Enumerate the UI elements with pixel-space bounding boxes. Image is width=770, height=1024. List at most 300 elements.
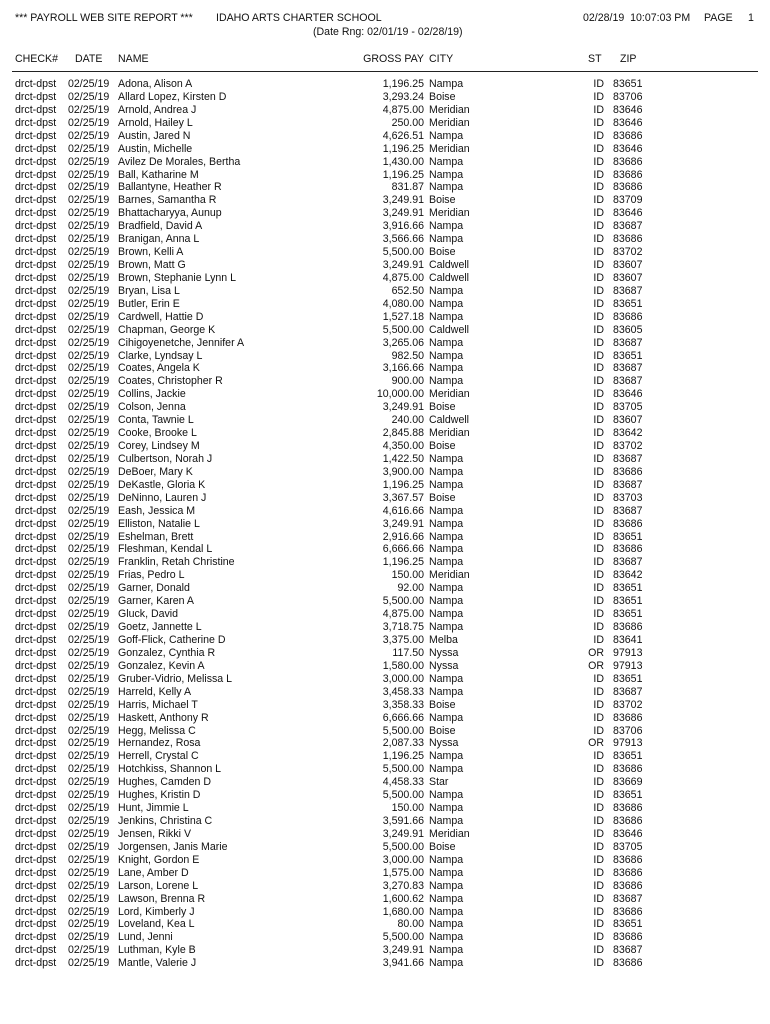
table-row (0, 918, 770, 931)
row-check: drct-dpst (15, 724, 57, 737)
row-state: ID (593, 866, 604, 879)
row-state: ID (593, 517, 604, 530)
row-city: Nampa (429, 879, 464, 892)
row-gross-pay: 4,626.51 (382, 129, 424, 142)
row-check: drct-dpst (15, 905, 57, 918)
row-check: drct-dpst (15, 543, 57, 556)
row-date: 02/25/19 (68, 879, 110, 892)
row-gross-pay: 3,000.00 (382, 853, 424, 866)
row-zip: 83651 (613, 918, 643, 931)
table-row (0, 518, 770, 531)
table-row (0, 867, 770, 880)
table-row (0, 220, 770, 233)
table-row (0, 931, 770, 944)
column-header-check: CHECK# (15, 53, 58, 65)
row-city: Nampa (429, 595, 464, 608)
row-date: 02/25/19 (68, 827, 110, 840)
row-zip: 97913 (613, 646, 643, 659)
row-gross-pay: 1,196.25 (382, 750, 424, 763)
table-row (0, 634, 770, 647)
row-check: drct-dpst (15, 957, 57, 970)
table-row (0, 337, 770, 350)
table-row (0, 401, 770, 414)
row-city: Meridian (429, 388, 470, 401)
row-city: Caldwell (429, 323, 470, 336)
row-name: Austin, Jared N (118, 129, 191, 142)
row-name: Jensen, Rikki V (118, 827, 192, 840)
row-check: drct-dpst (15, 802, 57, 815)
row-name: Barnes, Samantha R (118, 194, 217, 207)
row-city: Boise (429, 194, 456, 207)
row-name: Garner, Donald (118, 582, 190, 595)
row-check: drct-dpst (15, 465, 57, 478)
row-zip: 83651 (613, 672, 643, 685)
row-zip: 83686 (613, 879, 643, 892)
row-check: drct-dpst (15, 336, 57, 349)
row-zip: 83687 (613, 944, 643, 957)
row-name: Bradfield, David A (118, 220, 203, 233)
table-row (0, 673, 770, 686)
row-check: drct-dpst (15, 853, 57, 866)
row-gross-pay: 652.50 (391, 284, 424, 297)
row-zip: 83669 (613, 776, 643, 789)
row-zip: 83686 (613, 763, 643, 776)
row-city: Nampa (429, 608, 464, 621)
row-date: 02/25/19 (68, 362, 110, 375)
row-check: drct-dpst (15, 129, 57, 142)
row-check: drct-dpst (15, 401, 57, 414)
row-date: 02/25/19 (68, 155, 110, 168)
row-state: ID (593, 879, 604, 892)
row-gross-pay: 3,941.66 (382, 957, 424, 970)
column-header-city: CITY (429, 53, 454, 65)
row-check: drct-dpst (15, 246, 57, 259)
row-gross-pay: 1,196.25 (382, 478, 424, 491)
row-city: Nampa (429, 789, 464, 802)
row-zip: 83686 (613, 802, 643, 815)
row-state: ID (593, 711, 604, 724)
row-zip: 83703 (613, 491, 643, 504)
table-row (0, 802, 770, 815)
row-check: drct-dpst (15, 427, 57, 440)
row-state: ID (593, 892, 604, 905)
row-date: 02/25/19 (68, 414, 110, 427)
row-state: ID (593, 931, 604, 944)
row-city: Nampa (429, 802, 464, 815)
row-name: Hernandez, Rosa (118, 737, 201, 750)
row-date: 02/25/19 (68, 491, 110, 504)
row-name: Goetz, Jannette L (118, 621, 202, 634)
row-gross-pay: 3,249.91 (382, 194, 424, 207)
row-city: Nampa (429, 556, 464, 569)
row-check: drct-dpst (15, 892, 57, 905)
row-city: Nampa (429, 892, 464, 905)
page-number: 1 (748, 12, 754, 24)
row-date: 02/25/19 (68, 957, 110, 970)
row-check: drct-dpst (15, 194, 57, 207)
row-name: Austin, Michelle (118, 142, 193, 155)
row-date: 02/25/19 (68, 621, 110, 634)
row-state: ID (593, 452, 604, 465)
row-name: Hunt, Jimmie L (118, 802, 189, 815)
row-name: Cardwell, Hattie D (118, 310, 204, 323)
row-check: drct-dpst (15, 388, 57, 401)
row-name: Hegg, Melissa C (118, 724, 196, 737)
row-date: 02/25/19 (68, 375, 110, 388)
row-gross-pay: 2,845.88 (382, 427, 424, 440)
row-check: drct-dpst (15, 633, 57, 646)
row-state: ID (593, 491, 604, 504)
row-zip: 83706 (613, 724, 643, 737)
row-zip: 83651 (613, 789, 643, 802)
row-name: Cooke, Brooke L (118, 427, 197, 440)
row-name: Harris, Michael T (118, 698, 198, 711)
row-zip: 83702 (613, 698, 643, 711)
table-row (0, 453, 770, 466)
page-label: PAGE (704, 12, 733, 24)
row-gross-pay: 5,500.00 (382, 595, 424, 608)
table-row (0, 207, 770, 220)
row-gross-pay: 250.00 (391, 116, 424, 129)
row-name: Adona, Alison A (118, 78, 193, 90)
row-check: drct-dpst (15, 711, 57, 724)
row-zip: 83651 (613, 530, 643, 543)
row-state: ID (593, 414, 604, 427)
row-zip: 83687 (613, 685, 643, 698)
row-name: Luthman, Kyle B (118, 944, 196, 957)
row-city: Meridian (429, 569, 470, 582)
row-name: Bryan, Lisa L (118, 284, 180, 297)
row-state: ID (593, 271, 604, 284)
column-header-gross-pay: GROSS PAY (363, 53, 424, 65)
row-name: Gruber-Vidrio, Melissa L (118, 672, 233, 685)
row-state: ID (593, 194, 604, 207)
row-zip: 83686 (613, 931, 643, 944)
row-state: ID (593, 530, 604, 543)
table-row (0, 725, 770, 738)
row-city: Meridian (429, 207, 470, 220)
row-name: Eshelman, Brett (118, 530, 194, 543)
column-header-zip: ZIP (620, 53, 637, 65)
row-zip: 83686 (613, 181, 643, 194)
row-date: 02/25/19 (68, 504, 110, 517)
row-state: ID (593, 763, 604, 776)
row-name: Brown, Stephanie Lynn L (118, 271, 236, 284)
row-city: Nampa (429, 78, 464, 90)
row-state: ID (593, 310, 604, 323)
row-name: Arnold, Hailey L (118, 116, 193, 129)
row-date: 02/25/19 (68, 297, 110, 310)
row-gross-pay: 4,875.00 (382, 103, 424, 116)
row-city: Nampa (429, 504, 464, 517)
row-name: Culbertson, Norah J (118, 452, 213, 465)
table-row (0, 699, 770, 712)
row-state: ID (593, 944, 604, 957)
row-name: Gonzalez, Cynthia R (118, 646, 216, 659)
row-gross-pay: 4,875.00 (382, 271, 424, 284)
row-date: 02/25/19 (68, 646, 110, 659)
table-row (0, 350, 770, 363)
row-check: drct-dpst (15, 763, 57, 776)
row-state: ID (593, 297, 604, 310)
row-gross-pay: 3,249.91 (382, 827, 424, 840)
row-date: 02/25/19 (68, 207, 110, 220)
row-name: Fleshman, Kendal L (118, 543, 213, 556)
row-gross-pay: 5,500.00 (382, 763, 424, 776)
row-check: drct-dpst (15, 362, 57, 375)
row-gross-pay: 6,666.66 (382, 711, 424, 724)
row-check: drct-dpst (15, 452, 57, 465)
row-state: ID (593, 685, 604, 698)
row-name: Coates, Angela K (118, 362, 200, 375)
row-state: ID (593, 78, 604, 90)
row-name: Jenkins, Christina C (118, 815, 213, 827)
row-check: drct-dpst (15, 569, 57, 582)
row-date: 02/25/19 (68, 440, 110, 453)
header-divider (12, 71, 758, 72)
row-gross-pay: 3,249.91 (382, 259, 424, 272)
row-zip: 83686 (613, 168, 643, 181)
row-date: 02/25/19 (68, 672, 110, 685)
row-name: Conta, Tawnie L (118, 414, 194, 427)
table-row (0, 259, 770, 272)
row-check: drct-dpst (15, 323, 57, 336)
row-name: Cihigoyenetche, Jennifer A (118, 336, 245, 349)
row-check: drct-dpst (15, 582, 57, 595)
row-zip: 83686 (613, 129, 643, 142)
row-gross-pay: 4,875.00 (382, 608, 424, 621)
row-city: Nampa (429, 957, 464, 970)
row-gross-pay: 5,500.00 (382, 724, 424, 737)
table-row (0, 169, 770, 182)
row-state: ID (593, 815, 604, 827)
row-check: drct-dpst (15, 517, 57, 530)
row-zip: 83686 (613, 155, 643, 168)
row-city: Boise (429, 491, 456, 504)
row-name: Hotchkiss, Shannon L (118, 763, 222, 776)
row-check: drct-dpst (15, 672, 57, 685)
row-name: Haskett, Anthony R (118, 711, 209, 724)
row-zip: 83687 (613, 220, 643, 233)
row-check: drct-dpst (15, 90, 57, 103)
row-date: 02/25/19 (68, 802, 110, 815)
table-row (0, 957, 770, 970)
row-city: Boise (429, 440, 456, 453)
table-row (0, 143, 770, 156)
row-check: drct-dpst (15, 504, 57, 517)
row-city: Melba (429, 633, 458, 646)
row-check: drct-dpst (15, 840, 57, 853)
row-date: 02/25/19 (68, 90, 110, 103)
row-zip: 83686 (613, 815, 643, 827)
row-gross-pay: 1,196.25 (382, 78, 424, 90)
row-state: ID (593, 918, 604, 931)
row-zip: 83686 (613, 543, 643, 556)
row-city: Meridian (429, 103, 470, 116)
row-state: ID (593, 672, 604, 685)
row-gross-pay: 5,500.00 (382, 931, 424, 944)
table-row (0, 763, 770, 776)
row-city: Nyssa (429, 659, 459, 672)
row-state: ID (593, 388, 604, 401)
row-gross-pay: 117.50 (392, 646, 424, 659)
row-city: Nampa (429, 517, 464, 530)
table-row (0, 130, 770, 143)
row-date: 02/25/19 (68, 892, 110, 905)
row-state: ID (593, 401, 604, 414)
row-city: Nampa (429, 621, 464, 634)
row-name: Elliston, Natalie L (118, 517, 200, 530)
row-city: Caldwell (429, 271, 470, 284)
row-city: Caldwell (429, 259, 470, 272)
row-check: drct-dpst (15, 866, 57, 879)
row-state: ID (593, 181, 604, 194)
table-row (0, 117, 770, 130)
row-check: drct-dpst (15, 491, 57, 504)
row-name: Herrell, Crystal C (118, 750, 199, 763)
row-check: drct-dpst (15, 776, 57, 789)
row-date: 02/25/19 (68, 776, 110, 789)
row-name: Jorgensen, Janis Marie (118, 840, 228, 853)
table-row (0, 298, 770, 311)
row-date: 02/25/19 (68, 233, 110, 246)
row-state: ID (593, 543, 604, 556)
row-zip: 83686 (613, 866, 643, 879)
row-zip: 83651 (613, 595, 643, 608)
row-date: 02/25/19 (68, 465, 110, 478)
row-date: 02/25/19 (68, 853, 110, 866)
row-city: Nyssa (429, 737, 459, 750)
row-city: Meridian (429, 427, 470, 440)
row-gross-pay: 1,430.00 (382, 155, 424, 168)
row-zip: 83646 (613, 142, 643, 155)
row-date: 02/25/19 (68, 168, 110, 181)
row-city: Nyssa (429, 646, 459, 659)
row-gross-pay: 5,500.00 (382, 323, 424, 336)
row-state: ID (593, 116, 604, 129)
row-date: 02/25/19 (68, 246, 110, 259)
row-city: Boise (429, 840, 456, 853)
row-zip: 97913 (613, 659, 643, 672)
row-date: 02/25/19 (68, 103, 110, 116)
row-city: Nampa (429, 233, 464, 246)
row-date: 02/25/19 (68, 194, 110, 207)
row-state: ID (593, 957, 604, 970)
row-check: drct-dpst (15, 750, 57, 763)
row-gross-pay: 6,666.66 (382, 543, 424, 556)
row-check: drct-dpst (15, 233, 57, 246)
table-row (0, 78, 770, 91)
row-city: Nampa (429, 543, 464, 556)
row-date: 02/25/19 (68, 789, 110, 802)
row-gross-pay: 4,080.00 (382, 297, 424, 310)
row-name: Lund, Jenni (118, 931, 173, 944)
row-name: Eash, Jessica M (118, 504, 196, 517)
row-state: ID (593, 905, 604, 918)
row-gross-pay: 2,087.33 (382, 737, 424, 750)
row-gross-pay: 4,350.00 (382, 440, 424, 453)
row-gross-pay: 5,500.00 (382, 246, 424, 259)
table-row (0, 531, 770, 544)
row-zip: 83686 (613, 517, 643, 530)
row-check: drct-dpst (15, 155, 57, 168)
row-state: ID (593, 349, 604, 362)
row-check: drct-dpst (15, 879, 57, 892)
row-name: Brown, Kelli A (118, 246, 184, 259)
row-zip: 83687 (613, 556, 643, 569)
row-name: DeKastle, Gloria K (118, 478, 206, 491)
row-state: ID (593, 582, 604, 595)
row-date: 02/25/19 (68, 271, 110, 284)
row-date: 02/25/19 (68, 349, 110, 362)
row-state: ID (593, 284, 604, 297)
row-name: Harreld, Kelly A (118, 685, 192, 698)
row-name: Franklin, Retah Christine (118, 556, 235, 569)
table-row (0, 647, 770, 660)
table-row (0, 841, 770, 854)
row-city: Nampa (429, 362, 464, 375)
row-zip: 83651 (613, 297, 643, 310)
row-city: Nampa (429, 168, 464, 181)
row-date: 02/25/19 (68, 530, 110, 543)
row-name: Allard Lopez, Kirsten D (118, 90, 227, 103)
row-zip: 83687 (613, 504, 643, 517)
row-zip: 97913 (613, 737, 643, 750)
table-row (0, 789, 770, 802)
row-zip: 83607 (613, 259, 643, 272)
row-city: Nampa (429, 181, 464, 194)
row-city: Nampa (429, 685, 464, 698)
row-check: drct-dpst (15, 659, 57, 672)
row-gross-pay: 1,580.00 (382, 659, 424, 672)
table-row (0, 104, 770, 117)
row-state: ID (593, 556, 604, 569)
row-check: drct-dpst (15, 931, 57, 944)
row-city: Nampa (429, 866, 464, 879)
table-row (0, 388, 770, 401)
row-city: Nampa (429, 129, 464, 142)
row-zip: 83646 (613, 103, 643, 116)
row-date: 02/25/19 (68, 633, 110, 646)
row-date: 02/25/19 (68, 284, 110, 297)
row-state: ID (593, 724, 604, 737)
row-date: 02/25/19 (68, 427, 110, 440)
row-check: drct-dpst (15, 737, 57, 750)
column-header-name: NAME (118, 53, 149, 65)
row-date: 02/25/19 (68, 220, 110, 233)
row-gross-pay: 3,166.66 (382, 362, 424, 375)
row-state: ID (593, 595, 604, 608)
row-check: drct-dpst (15, 918, 57, 931)
row-city: Nampa (429, 220, 464, 233)
row-zip: 83651 (613, 582, 643, 595)
row-date: 02/25/19 (68, 323, 110, 336)
row-date: 02/25/19 (68, 181, 110, 194)
table-row (0, 854, 770, 867)
row-name: Clarke, Lyndsay L (118, 349, 203, 362)
row-name: DeNinno, Lauren J (118, 491, 207, 504)
row-state: ID (593, 323, 604, 336)
row-gross-pay: 3,566.66 (382, 233, 424, 246)
row-gross-pay: 5,500.00 (382, 840, 424, 853)
table-row (0, 194, 770, 207)
row-state: OR (588, 646, 604, 659)
row-name: Butler, Erin E (118, 297, 180, 310)
date-range: (Date Rng: 02/01/19 - 02/28/19) (313, 26, 463, 38)
row-name: Ballantyne, Heather R (118, 181, 222, 194)
table-row (0, 621, 770, 634)
row-date: 02/25/19 (68, 478, 110, 491)
